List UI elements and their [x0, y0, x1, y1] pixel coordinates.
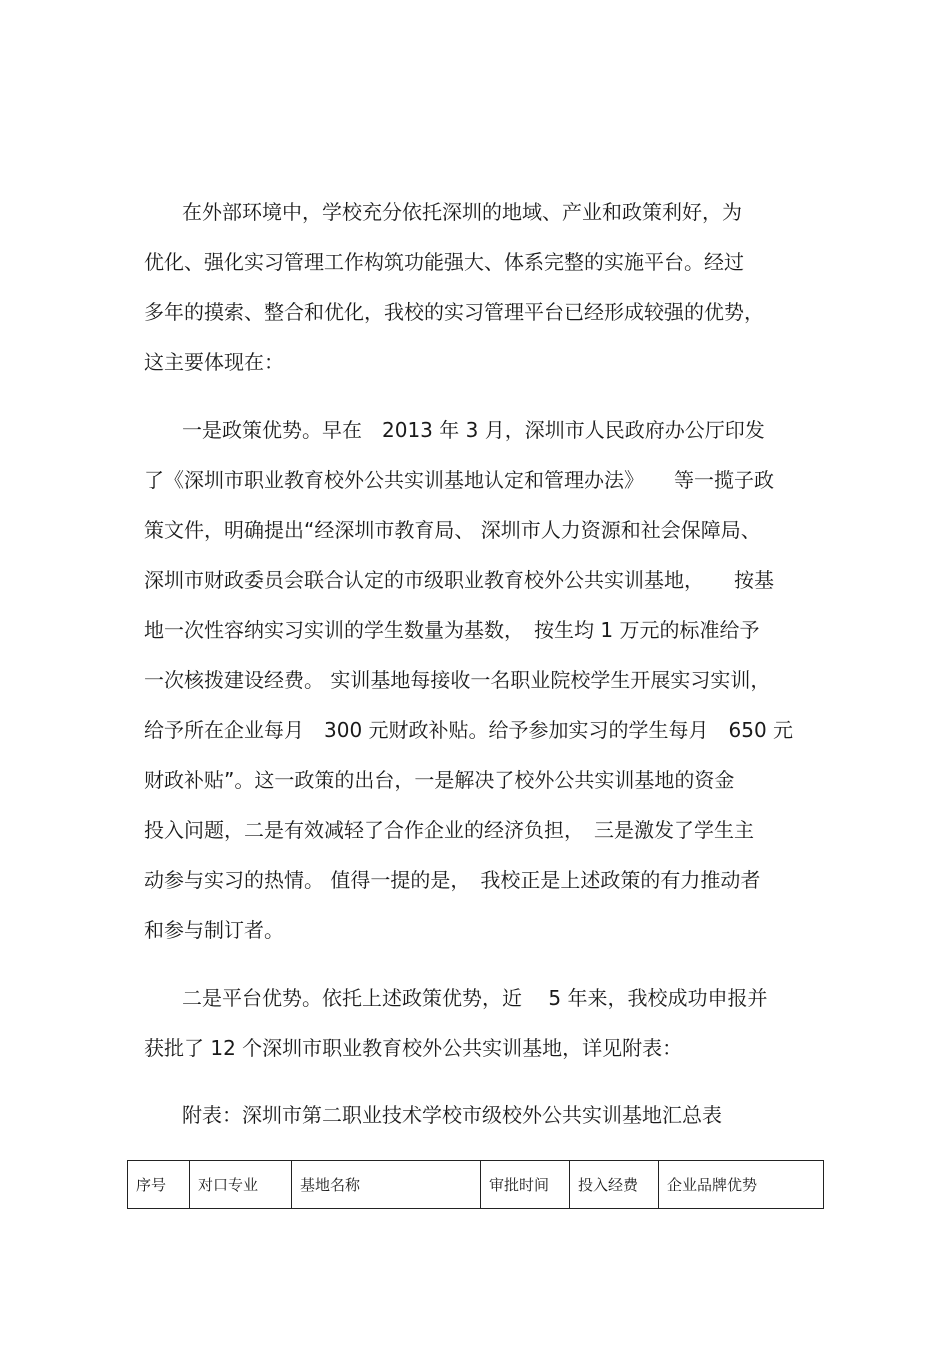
paragraph-2-line-11: 和参与制订者。 — [144, 918, 284, 942]
paragraph-2-line-5: 地一次性容纳实习实训的学生数量为基数， 按生均 1 万元的标准给予 — [144, 618, 760, 642]
column-header-approval-date: 审批时间 — [481, 1161, 570, 1209]
paragraph-2-line-3: 策文件，明确提出“经深圳市教育局、 深圳市人力资源和社会保障局、 — [144, 518, 761, 542]
training-base-summary-table — [127, 1160, 824, 1209]
table-header-row — [128, 1161, 824, 1209]
table-caption: 附表：深圳市第二职业技术学校市级校外公共实训基地汇总表 — [182, 1103, 722, 1127]
column-header-funding: 投入经费 — [570, 1161, 659, 1209]
paragraph-3-line-2: 获批了 12 个深圳市职业教育校外公共实训基地，详见附表： — [144, 1036, 683, 1060]
paragraph-3-line-1: 二是平台优势。依托上述政策优势，近 5 年来，我校成功申报并 — [182, 986, 768, 1010]
paragraph-2-line-8: 财政补贴”。这一政策的出台，一是解决了校外公共实训基地的资金 — [144, 768, 735, 792]
paragraph-2-line-4: 深圳市财政委员会联合认定的市级职业教育校外公共实训基地， 按基 — [144, 568, 774, 592]
paragraph-1-line-1: 在外部环境中，学校充分依托深圳的地域、产业和政策利好，为 — [182, 200, 742, 224]
paragraph-2-line-9: 投入问题，二是有效减轻了合作企业的经济负担， 三是激发了学生主 — [144, 818, 754, 842]
column-header-base-name: 基地名称 — [292, 1161, 481, 1209]
column-header-brand-advantage: 企业品牌优势 — [659, 1161, 824, 1209]
column-header-major: 对口专业 — [190, 1161, 292, 1209]
paragraph-1-line-4: 这主要体现在： — [144, 350, 284, 374]
paragraph-1-line-3: 多年的摸索、整合和优化，我校的实习管理平台已经形成较强的优势， — [144, 300, 764, 324]
paragraph-2-line-7: 给予所在企业每月 300 元财政补贴。给予参加实习的学生每月 650 元 — [144, 718, 794, 742]
paragraph-2-line-1: 一是政策优势。早在 2013 年 3 月，深圳市人民政府办公厅印发 — [182, 418, 765, 442]
column-header-index: 序号 — [128, 1161, 190, 1209]
paragraph-2-line-10: 动参与实习的热情。 值得一提的是， 我校正是上述政策的有力推动者 — [144, 868, 761, 892]
paragraph-1-line-2: 优化、强化实习管理工作构筑功能强大、体系完整的实施平台。经过 — [144, 250, 744, 274]
paragraph-2-line-6: 一次核拨建设经费。 实训基地每接收一名职业院校学生开展实习实训， — [144, 668, 771, 692]
paragraph-2-line-2: 了《深圳市职业教育校外公共实训基地认定和管理办法》 等一揽子政 — [144, 468, 774, 492]
